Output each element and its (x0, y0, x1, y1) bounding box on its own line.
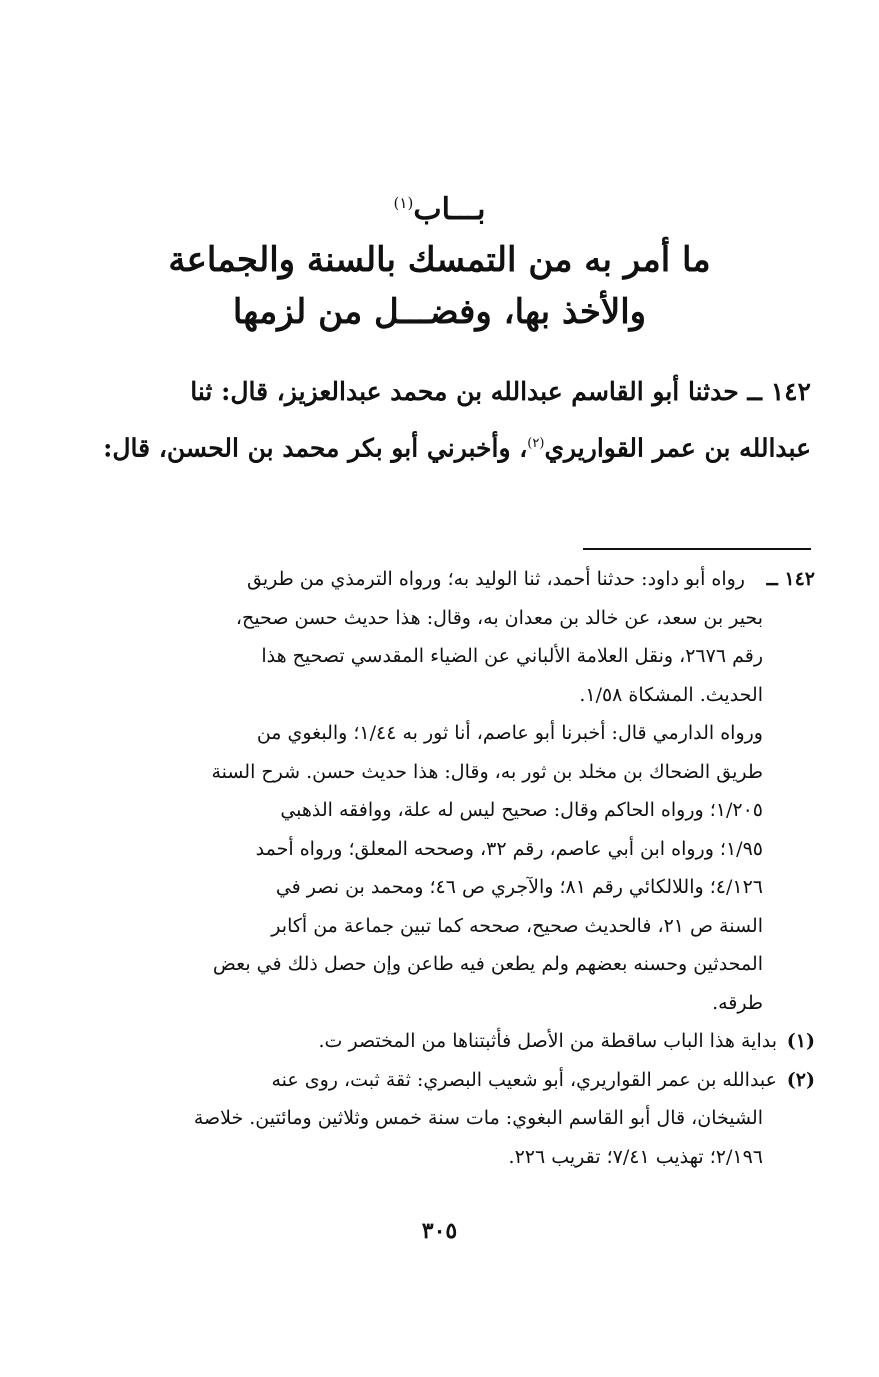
page-number: ٣٠٥ (421, 1218, 458, 1244)
chapter-footnote-ref: (١) (393, 194, 414, 212)
footnotes-area (64, 560, 815, 1176)
footnote-1-number: (١) (786, 1030, 815, 1052)
footnote-1 (64, 1022, 815, 1061)
footnote-1-line: بداية هذا الباب ساقطة من الأصل فأثبتناها من المختصر ت. (318, 1030, 777, 1052)
takhrij-line: طرقه. (712, 991, 763, 1014)
chapter-label-text: بـــاب (413, 192, 486, 227)
footnote-2 (64, 1061, 815, 1177)
takhrij-note (64, 560, 815, 1022)
chapter-label (0, 192, 879, 227)
chapter-title-line-2: والأخذ بها، وفضـــل من لزمها (232, 292, 647, 332)
hadith-line-2-end: ، وأخبرني أبو بكر محمد بن الحسن، قال: (103, 433, 528, 463)
footnote-2-line: الشيخان، قال أبو القاسم البغوي: مات سنة خمس وثلاثين ومائتين. خلاصة (193, 1107, 763, 1129)
takhrij-line: ١/٩٥؛ ورواه ابن أبي عاصم، رقم ٣٢، وصححه المعلق؛ ورواه أحمد (255, 837, 763, 860)
takhrij-line: المحدثين وحسنه بعضهم ولم يطعن فيه طاعن وإن حصل ذلك في بعض (212, 953, 763, 975)
takhrij-line: بحير بن سعد، عن خالد بن معدان به، وقال: هذا حديث حسن صحيح، (235, 606, 763, 629)
takhrij-line: الحديث. المشكاة ١/٥٨. (579, 683, 763, 706)
takhrij-line: رواه أبو داود: حدثنا أحمد، ثنا الوليد به؛ ورواه الترمذي من طريق (247, 568, 745, 590)
footnote-2-line: عبدالله بن عمر القواريري، أبو شعيب البصري: ثقة ثبت، روى عنه (271, 1068, 777, 1091)
footnote-2-number: (٢) (786, 1068, 815, 1091)
takhrij-line: رقم ٢٦٧٦، ونقل العلامة الألباني عن الضياء المقدسي تصحيح هذا (261, 645, 763, 667)
hadith-line-2 (96, 418, 811, 474)
hadith-line-2-start: عبدالله بن عمر القواريري (544, 433, 811, 463)
narrator-footnote-ref: (٢) (527, 436, 545, 451)
hadith-text (96, 366, 811, 474)
takhrij-line: ورواه الدارمي قال: أخبرنا أبو عاصم، أنا ثور به ١/٤٤؛ والبغوي من (256, 722, 763, 744)
takhrij-line: ١/٢٠٥؛ ورواه الحاكم وقال: صحيح ليس له علة، ووافقه الذهبي (280, 799, 763, 821)
footnote-2-line: ٢/١٩٦؛ تهذيب ٧/٤١؛ تقريب ٢٢٦. (508, 1145, 763, 1168)
takhrij-number: ١٤٢ ــ (766, 568, 815, 590)
takhrij-line: ٤/١٢٦؛ واللالكائي رقم ٨١؛ والآجري ص ٤٦؛ ومحمد بن نصر في (275, 876, 763, 898)
takhrij-line: طريق الضحاك بن مخلد بن ثور به، وقال: هذا حديث حسن. شرح السنة (211, 760, 763, 783)
footnote-separator (583, 548, 811, 550)
hadith-line-1: ١٤٢ ــ حدثنا أبو القاسم عبدالله بن محمد عبدالعزيز، قال: ثنا (190, 377, 811, 406)
chapter-title-line-1: ما أمر به من التمسك بالسنة والجماعة (168, 240, 711, 280)
takhrij-line: السنة ص ٢١، فالحديث صحيح، صححه كما تبين جماعة من أكابر (271, 914, 763, 937)
